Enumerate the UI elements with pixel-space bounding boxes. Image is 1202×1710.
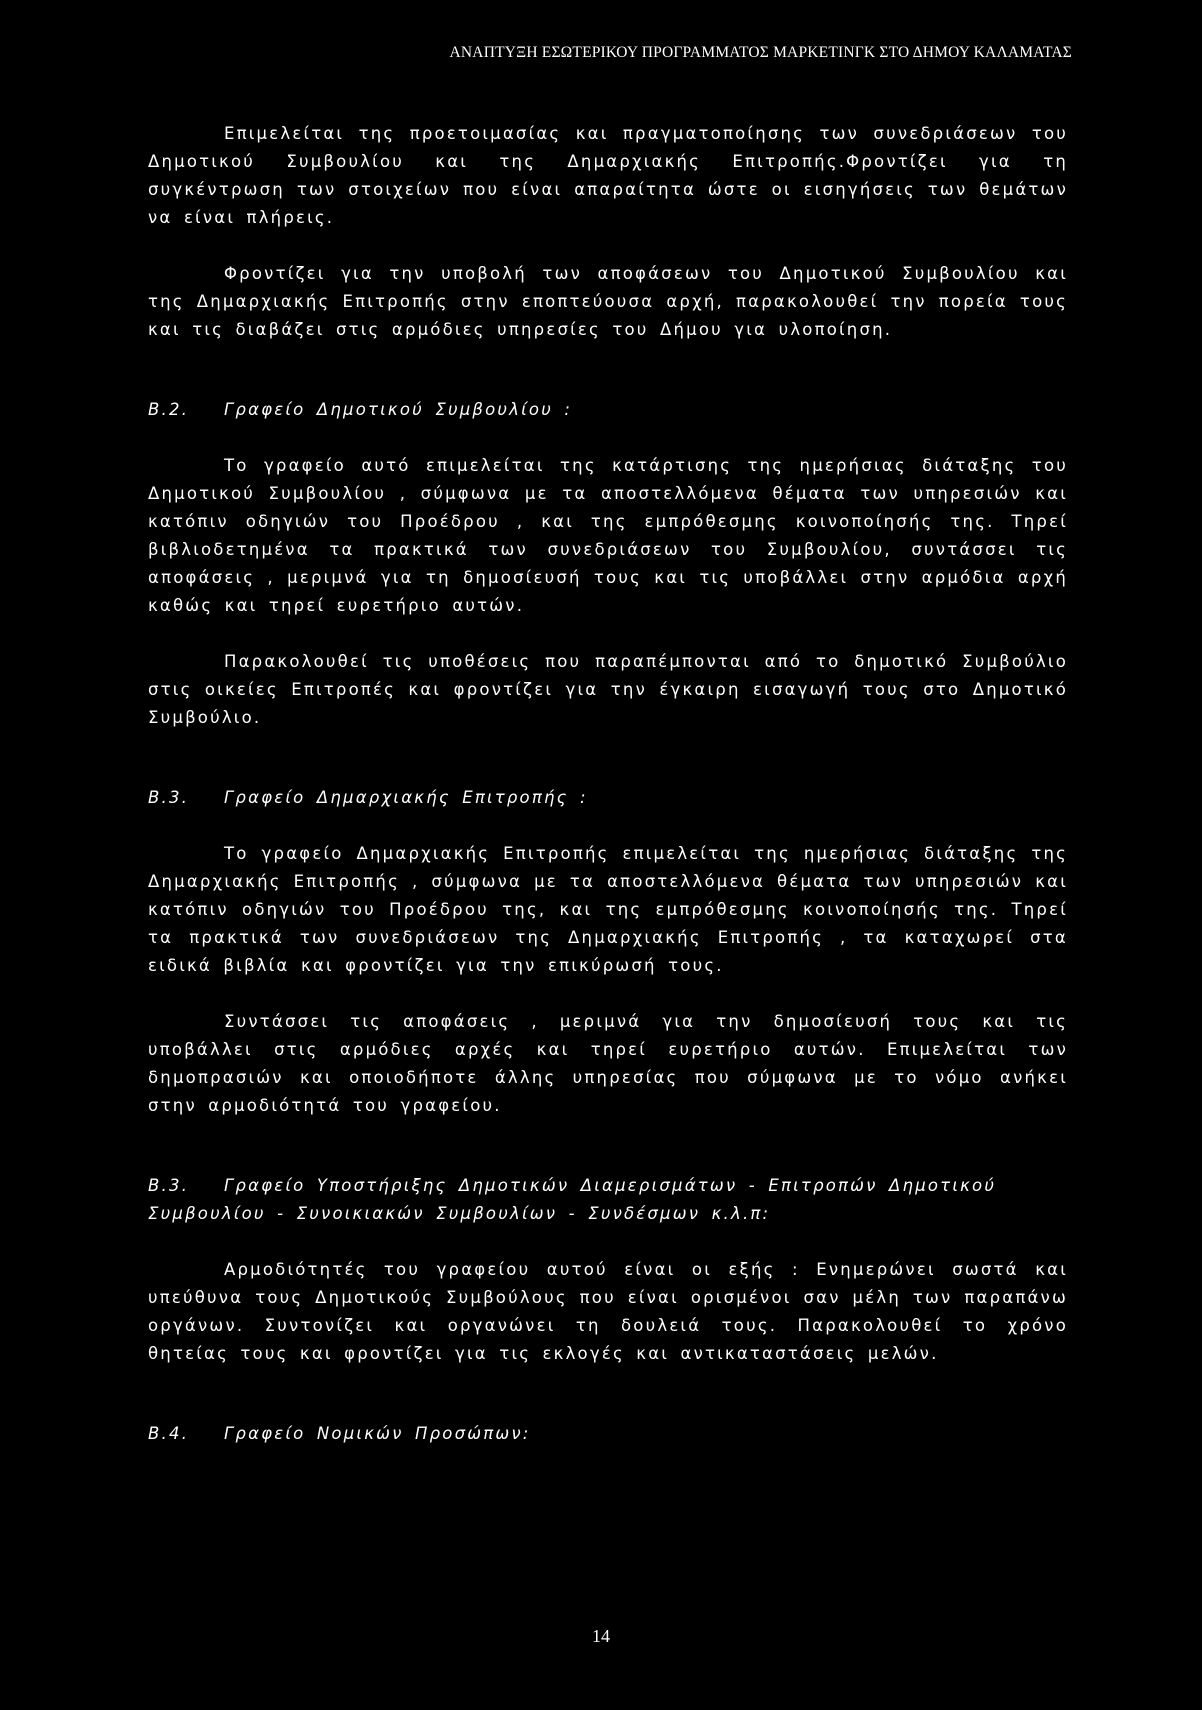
paragraph-decisions-submission: Φροντίζει για την υποβολή των αποφάσεων του Δημοτικού Συμβουλίου και της Δημαρχιακής Επιτροπής στην εποπτεύουσα αρχή, παρακολουθεί την πορεία τους και τις διαβάζει στις αρμόδιες υπηρεσίες του Δήμου για υλοποίηση. bbox=[148, 264, 1068, 339]
section-title: Γραφείο Νομικών Προσώπων: bbox=[224, 1424, 531, 1443]
section-number: Β.4. bbox=[148, 1424, 190, 1443]
paragraph-support-office-duties: Αρμοδιότητές του γραφείου αυτού είναι οι εξής : Ενημερώνει σωστά και υπεύθυνα τους Δημοτικούς Συμβούλους που είναι ορισμένοι σαν μέλη των παραπάνω οργάνων. Συντονίζει και οργανώνει τη δουλειά τους. Παρακολουθεί το χρόνο θητείας τους και φροντίζει για τις εκλογές και αντικαταστάσεις μελών. bbox=[148, 1260, 1068, 1363]
running-header: ΑΝΑΠΤΥΞΗ ΕΣΩΤΕΡΙΚΟΥ ΠΡΟΓΡΑΜΜΑΤΟΣ ΜΑΡΚΕΤΙΝΓΚ ΣΤΟ ΔΗΜΟΥ ΚΑΛΑΜΑΤΑΣ bbox=[449, 44, 1072, 61]
paragraph-committee-office-duties: Το γραφείο Δημαρχιακής Επιτροπής επιμελείται της ημερήσιας διάταξης της Δημαρχιακής Επιτροπής , σύμφωνα με τα αποστελλόμενα θέματα των υπηρεσιών και κατόπιν οδηγιών του Προέδρου της, και της εμπρόθεσμης κοινοποίησής της. Τηρεί τα πρακτικά των συνεδριάσεων της Δημαρχιακής Επιτροπής , τα καταχωρεί στα ειδικά βιβλία και φροντίζει για την επικύρωσή τους. bbox=[148, 844, 1068, 975]
section-number: Β.3. bbox=[148, 1176, 190, 1195]
section-heading-b2 bbox=[148, 396, 1068, 424]
section-title: Γραφείο Δημαρχιακής Επιτροπής : bbox=[224, 788, 588, 807]
paragraph-council-office-followup: Παρακολουθεί τις υποθέσεις που παραπέμπονται από το δημοτικό Συμβούλιο στις οικείες Επιτροπές και φροντίζει για την έγκαιρη εισαγωγή τους στο Δημοτικό Συμβούλιο. bbox=[148, 652, 1068, 727]
page-number: 14 bbox=[592, 1626, 610, 1646]
section-heading-b3-support bbox=[148, 1172, 1068, 1228]
section-number: Β.3. bbox=[148, 788, 190, 807]
section-title: Γραφείο Υποστήριξης Δημοτικών Διαμερισμάτων - Επιτροπών Δημοτικού Συμβουλίου - Συνοικιακών Συμβουλίων - Συνδέσμων κ.λ.π: bbox=[148, 1176, 997, 1223]
section-heading-b4 bbox=[148, 1420, 1068, 1448]
section-heading-b3-committee bbox=[148, 784, 1068, 812]
section-number: Β.2. bbox=[148, 400, 190, 419]
paragraph-committee-decisions: Συντάσσει τις αποφάσεις , μεριμνά για την δημοσίευσή τους και τις υποβάλλει στις αρμόδιες αρχές και τηρεί ευρετήριο αυτών. Επιμελείται των δημοπρασιών και οποιοδήποτε άλλης υπηρεσίας που σύμφωνα με το νόμο ανήκει στην αρμοδιότητά του γραφείου. bbox=[148, 1012, 1068, 1115]
document-body bbox=[148, 120, 1068, 1448]
paragraph-council-preparation: Επιμελείται της προετοιμασίας και πραγματοποίησης των συνεδριάσεων του Δημοτικού Συμβουλίου και της Δημαρχιακής Επιτροπής.Φροντίζει για τη συγκέντρωση των στοιχείων που είναι απαραίτητα ώστε οι εισηγήσεις των θεμάτων να είναι πλήρεις. bbox=[148, 124, 1068, 227]
section-title: Γραφείο Δημοτικού Συμβουλίου : bbox=[224, 400, 573, 419]
paragraph-council-office-duties: Το γραφείο αυτό επιμελείται της κατάρτισης της ημερήσιας διάταξης του Δημοτικού Συμβουλίου , σύμφωνα με τα αποστελλόμενα θέματα των υπηρεσιών και κατόπιν οδηγιών του Προέδρου , και της εμπρόθεσμης κοινοποίησής της. Τηρεί βιβλιοδετημένα τα πρακτικά των συνεδριάσεων του Συμβουλίου, συντάσσει τις αποφάσεις , μεριμνά για τη δημοσίευσή τους και τις υποβάλλει στην αρμόδια αρχή καθώς και τηρεί ευρετήριο αυτών. bbox=[148, 456, 1068, 615]
